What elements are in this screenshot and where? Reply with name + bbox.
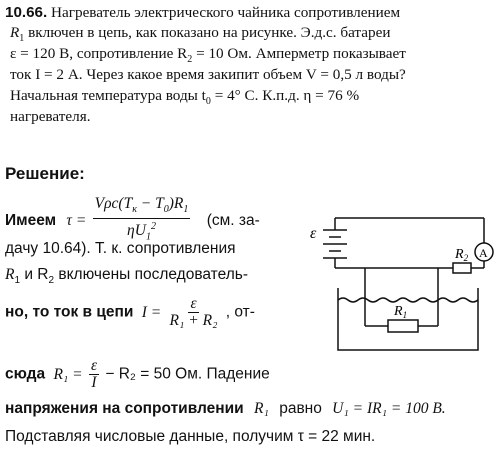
tau-den-a: ηU bbox=[127, 222, 146, 240]
r2-sym-sub: 2 bbox=[48, 275, 55, 287]
tau-num-a: Vρc(T bbox=[94, 195, 133, 212]
current-eq: I = bbox=[141, 303, 162, 321]
t0-sub: 0 bbox=[205, 96, 211, 108]
r1-ref: R₁ bbox=[254, 400, 269, 417]
r1-label-sub: 1 bbox=[402, 310, 408, 320]
solution-line-5 bbox=[5, 358, 270, 391]
problem-line-1 bbox=[5, 4, 400, 22]
current-fraction bbox=[168, 296, 220, 329]
solution-text-3mid: и R bbox=[20, 266, 49, 283]
solution-word-imeem: Имеем bbox=[5, 211, 57, 229]
solution-text-6a: напряжения на сопротивлении bbox=[5, 400, 244, 417]
tau-num-sub3: 1 bbox=[183, 204, 189, 216]
tau-eq: τ = bbox=[66, 211, 87, 229]
r1-sub: 1 bbox=[19, 33, 25, 45]
solution-heading: Решение: bbox=[5, 164, 85, 183]
solution-text-6b: равно bbox=[279, 400, 322, 417]
problem-text-5a: Начальная температура воды t bbox=[10, 87, 206, 104]
problem-number: 10.66. bbox=[5, 4, 48, 21]
solution-line-4 bbox=[5, 296, 255, 329]
problem-text-1: Нагреватель электрического чайника сопротивлением bbox=[51, 4, 401, 21]
solution-line-1 bbox=[5, 196, 260, 245]
tau-num-mid: − T bbox=[136, 195, 164, 212]
kettle-vessel bbox=[338, 288, 478, 350]
current-numerator: ε bbox=[190, 295, 197, 312]
problem-line-6: нагревателя. bbox=[10, 108, 91, 125]
r1-numerator: ε bbox=[90, 357, 98, 374]
emf-label: ε bbox=[310, 225, 317, 242]
u1-eq: U₁ = IR₁ = 100 В. bbox=[332, 400, 446, 417]
solution-text-1b: (см. за- bbox=[206, 211, 260, 229]
solution-line-3 bbox=[5, 266, 248, 290]
tau-den-sub: 1 bbox=[145, 231, 151, 243]
r2-sub: 2 bbox=[187, 54, 193, 66]
r1-resistor bbox=[388, 320, 418, 332]
problem-line-4: ток I = 2 А. Через какое время закипит объем V = 0,5 л воды? bbox=[10, 66, 406, 83]
tau-fraction bbox=[93, 196, 191, 245]
tau-num-sub2: 0 bbox=[163, 204, 169, 216]
solution-text-4b: , от- bbox=[225, 303, 255, 321]
problem-text-2: включен в цепь, как показано на рисунке. Э.д.с. батареи bbox=[28, 24, 391, 41]
problem-text-3b: = 10 Ом. Амперметр показывает bbox=[192, 45, 406, 62]
solution-text-5a: сюда bbox=[5, 365, 46, 383]
r2-label-sub: 2 bbox=[463, 253, 469, 263]
r1-sym-sub: 1 bbox=[14, 275, 21, 287]
tau-numerator bbox=[93, 196, 191, 219]
r1-eq: R₁ = bbox=[53, 365, 83, 383]
r2-label bbox=[454, 247, 469, 263]
tau-den-sup: 2 bbox=[150, 221, 156, 233]
circuit-diagram bbox=[310, 210, 500, 390]
water-surface bbox=[338, 298, 478, 302]
ammeter-label: A bbox=[479, 246, 488, 260]
r1-fraction bbox=[89, 358, 99, 391]
r1-sym: R bbox=[5, 266, 15, 283]
problem-text-3a: ε = 120 В, сопротивление R bbox=[10, 45, 188, 62]
r1-denominator: I bbox=[91, 374, 97, 391]
r1-label-text: R bbox=[394, 304, 403, 319]
r2-resistor bbox=[453, 263, 471, 273]
r1-symbol: R bbox=[10, 24, 20, 41]
solution-line-7: Подставляя числовые данные, получим τ = 22 мин. bbox=[5, 428, 376, 445]
current-denominator: R₁ + R₂ bbox=[169, 312, 218, 329]
solution-line-6 bbox=[5, 400, 446, 418]
problem-text-5b: = 4° С. К.п.д. η = 76 % bbox=[210, 87, 360, 104]
solution-line-2: дачу 10.64). Т. к. сопротивления bbox=[5, 240, 236, 257]
solution-text-4a: но, то ток в цепи bbox=[5, 303, 134, 321]
r2-label-text: R bbox=[455, 247, 464, 262]
tau-num-sub1: к bbox=[132, 204, 137, 216]
solution-text-5b: − R₂ = 50 Ом. Падение bbox=[105, 365, 270, 383]
r1-label bbox=[393, 304, 407, 320]
solution-text-3b: включены последователь- bbox=[54, 266, 248, 283]
tau-num-end: )R bbox=[168, 195, 184, 212]
